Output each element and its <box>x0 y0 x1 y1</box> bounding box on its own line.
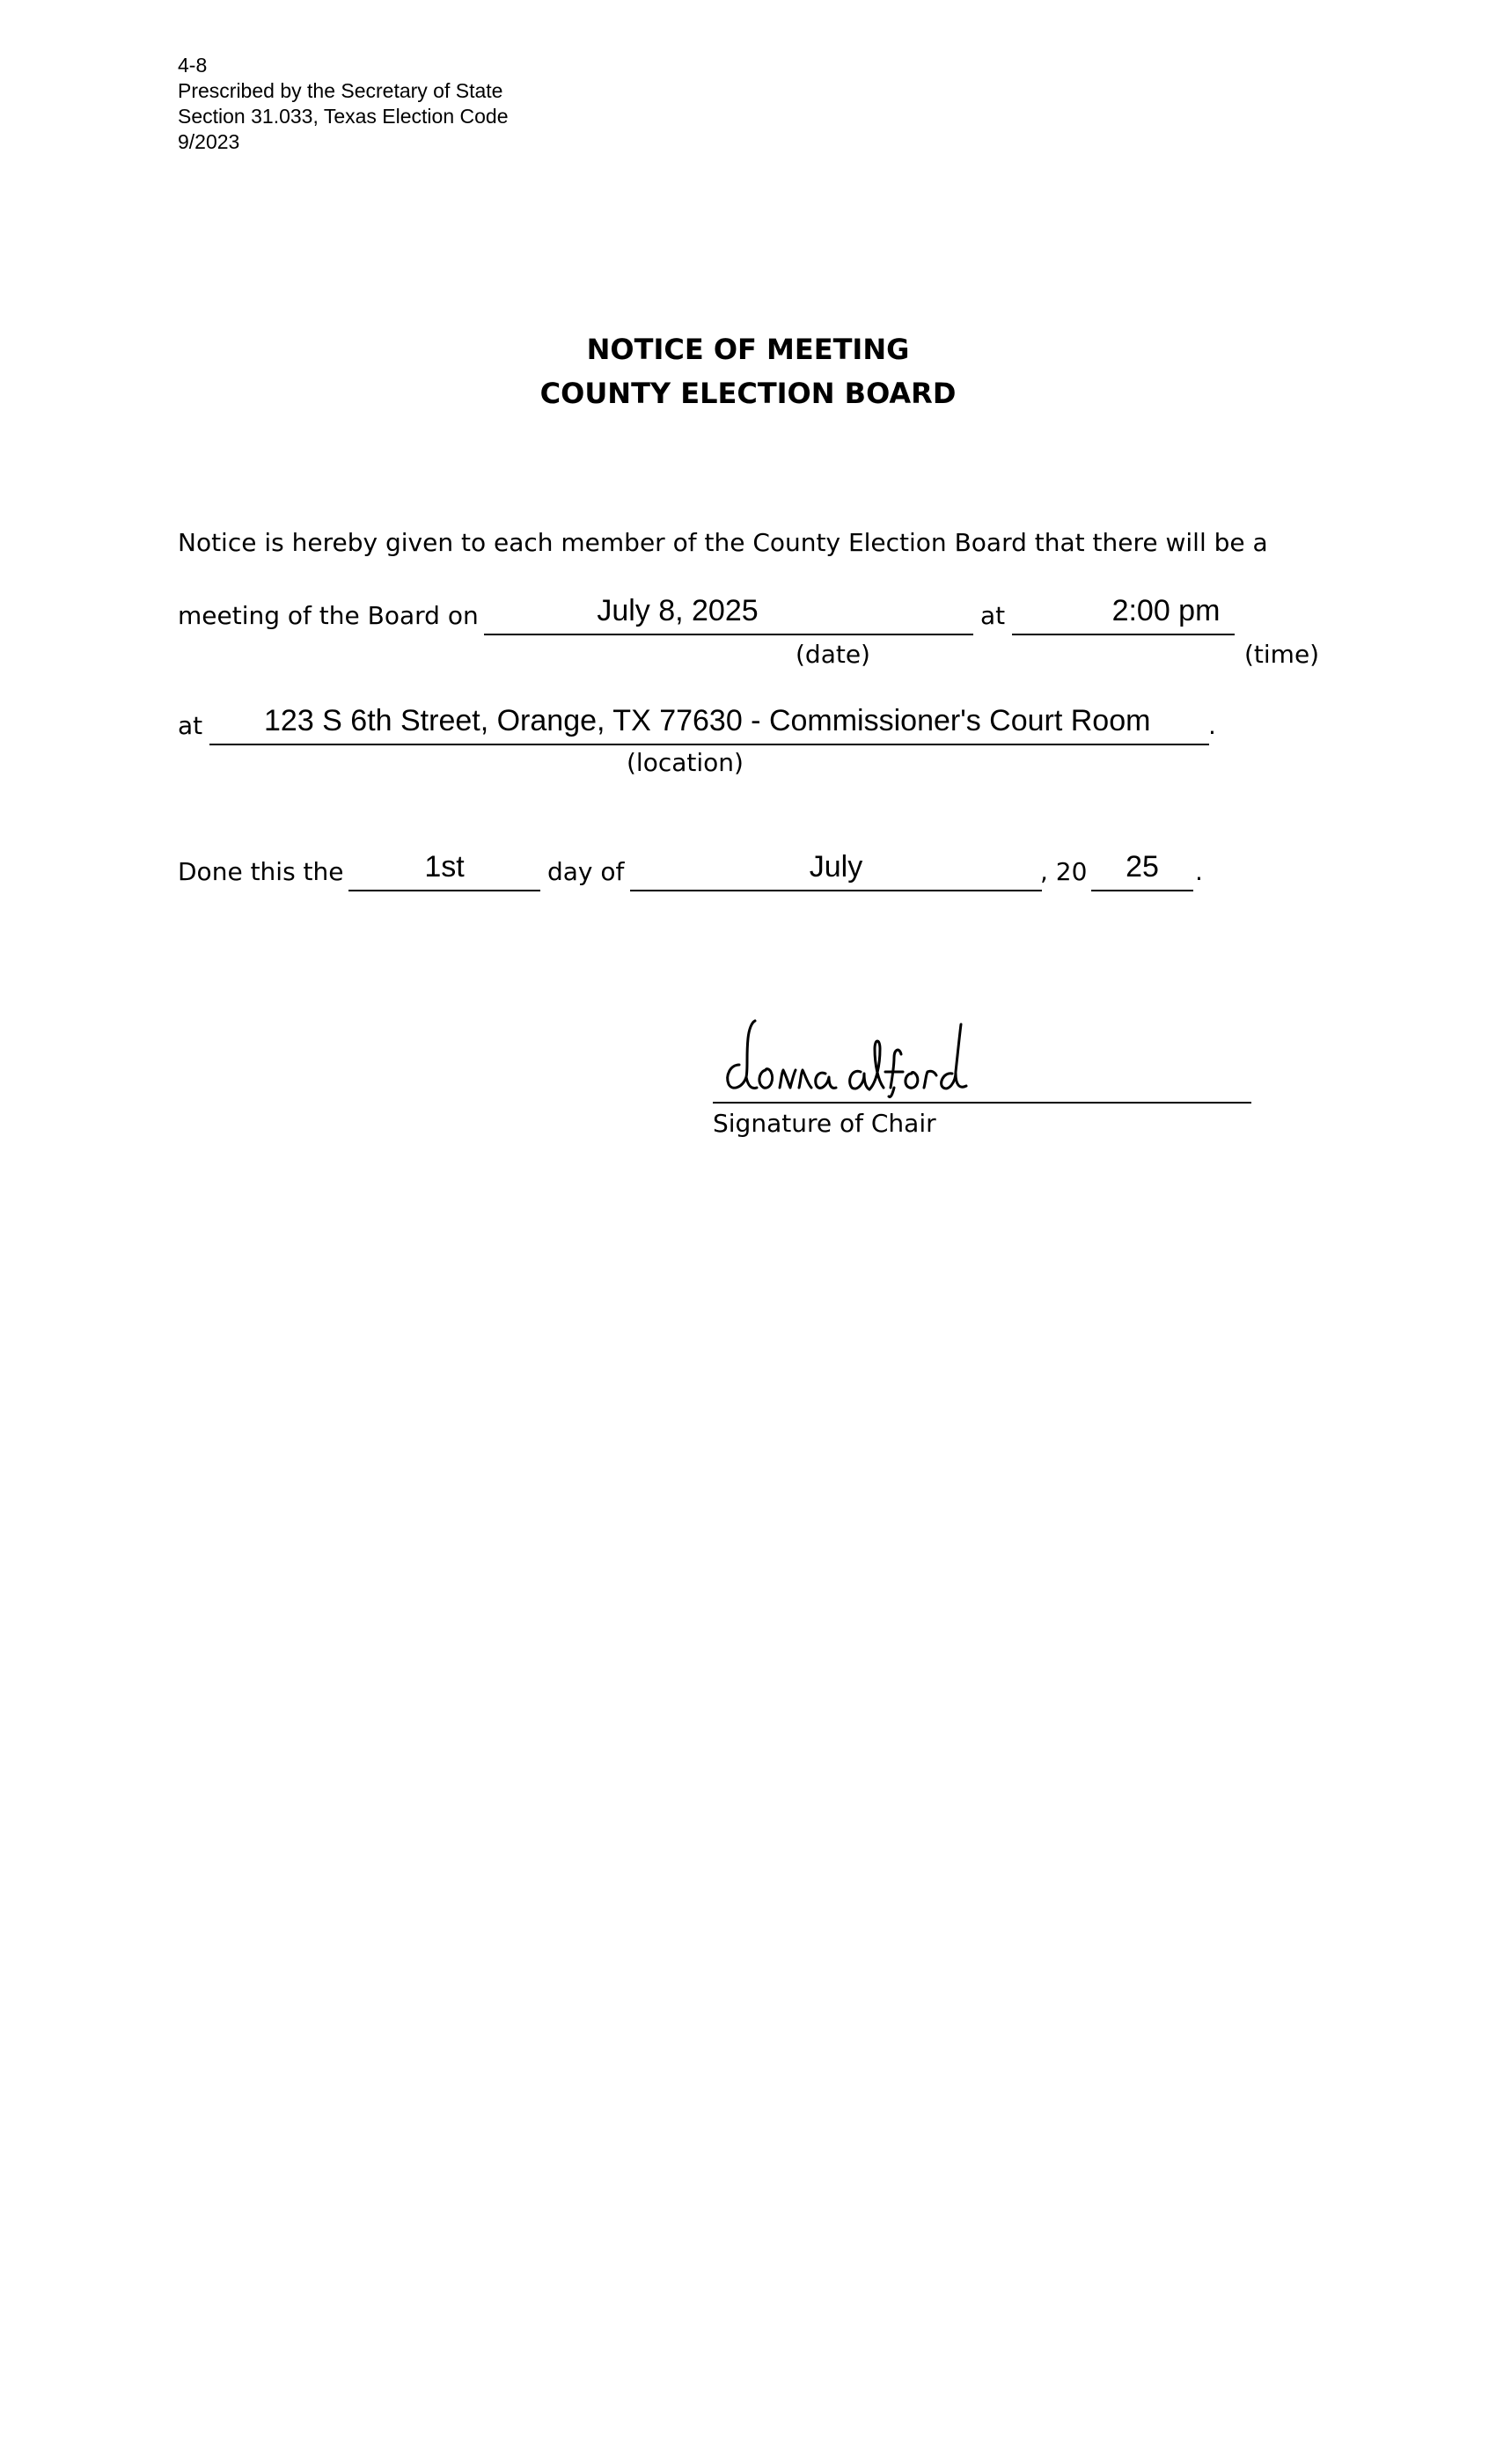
page-subtitle: COUNTY ELECTION BOARD <box>539 377 957 410</box>
location-prefix: at <box>178 711 203 740</box>
at-word: at <box>980 601 1006 630</box>
day-of-text: day of <box>547 857 625 886</box>
signature-line <box>713 1102 1251 1104</box>
signature-caption: Signature of Chair <box>713 1109 936 1138</box>
revision-date: 9/2023 <box>178 130 240 153</box>
month-value: July <box>809 850 863 884</box>
done-prefix: Done this the <box>178 857 344 886</box>
year-prefix: , 20 <box>1040 857 1088 886</box>
done-period: . <box>1195 857 1203 886</box>
form-header <box>178 53 509 155</box>
year-value: 25 <box>1126 850 1159 884</box>
prescribed-by: Prescribed by the Secretary of State <box>178 79 503 102</box>
day-value: 1st <box>424 850 465 884</box>
location-period: . <box>1208 711 1216 740</box>
date-value: July 8, 2025 <box>597 594 759 627</box>
time-caption: (time) <box>1244 640 1320 669</box>
page-title: NOTICE OF MEETING <box>586 333 910 366</box>
location-caption: (location) <box>627 748 744 777</box>
location-value: 123 S 6th Street, Orange, TX 77630 - Commissioner's Court Room <box>264 704 1151 737</box>
code-reference: Section 31.033, Texas Election Code <box>178 105 509 128</box>
time-value: 2:00 pm <box>1111 594 1221 627</box>
form-number: 4-8 <box>178 54 208 77</box>
meeting-prefix: meeting of the Board on <box>178 601 479 630</box>
handwritten-signature <box>713 1003 977 1100</box>
date-caption: (date) <box>796 640 870 669</box>
intro-text: Notice is hereby given to each member of the County Election Board that there will be a <box>178 528 1268 557</box>
